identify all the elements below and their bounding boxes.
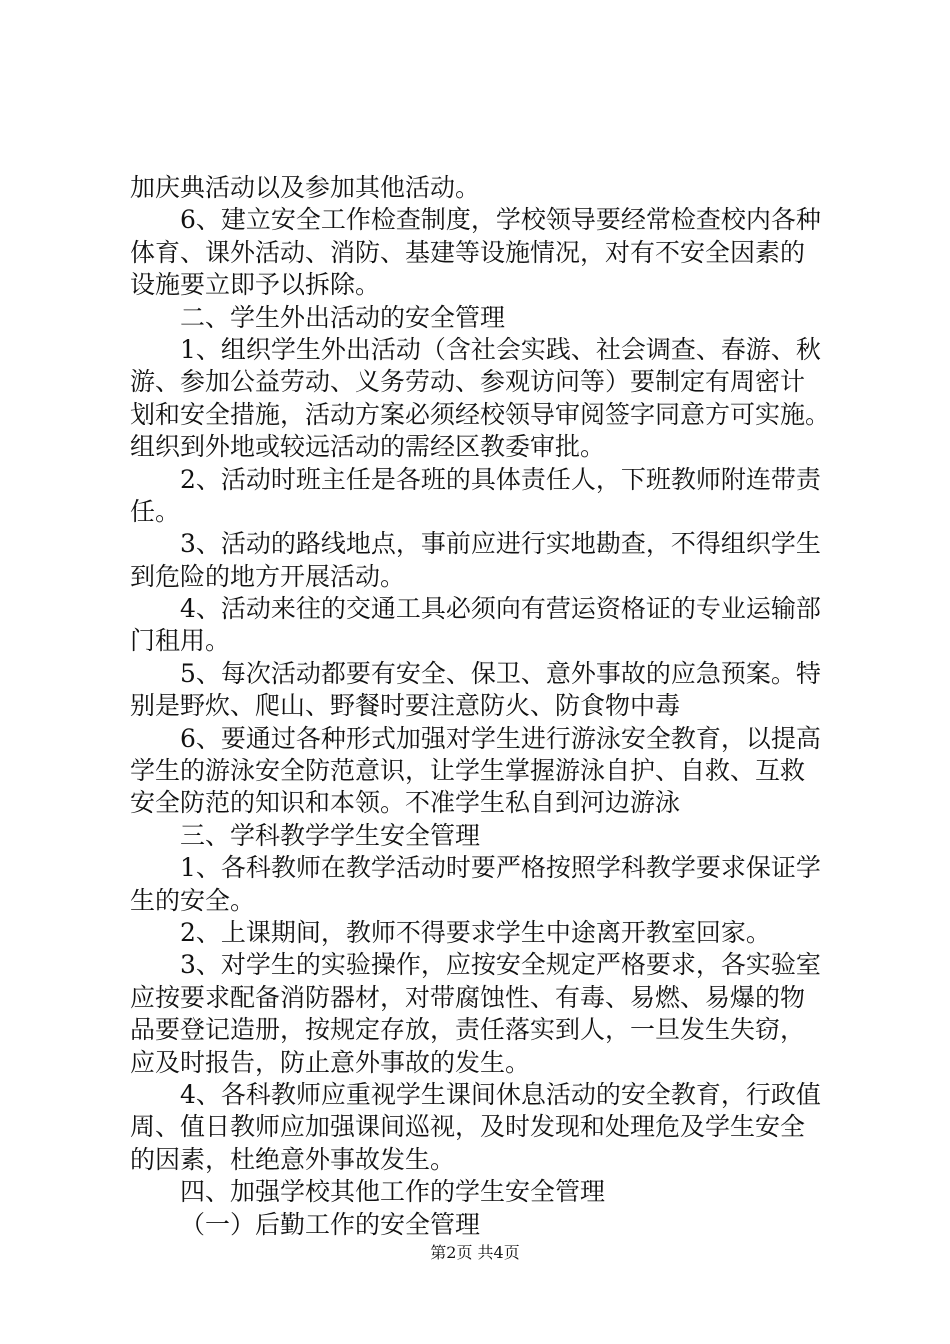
text-line: 加庆典活动以及参加其他活动。 — [130, 173, 481, 202]
subsection-heading: （一）后勤工作的安全管理 — [180, 1209, 481, 1239]
text-line: 6、要通过各种形式加强对学生进行游泳安全教育，以提高 — [180, 723, 821, 753]
section-heading: 三、学科教学学生安全管理 — [180, 820, 481, 850]
text-line: 4、活动来往的交通工具必须向有营运资格证的专业运输部 — [180, 594, 821, 624]
text-line: 别是野炊、爬山、野餐时要注意防火、防食物中毒 — [130, 691, 681, 721]
text-line: 3、对学生的实验操作，应按安全规定严格要求，各实验室 — [180, 950, 821, 980]
text-line: 应及时报告，防止意外事故的发生。 — [130, 1047, 531, 1077]
document-body — [130, 172, 830, 1241]
text-line: 生的安全。 — [130, 885, 256, 915]
text-line: 周、值日教师应加强课间巡视，及时发现和处理危及学生安全 — [130, 1112, 806, 1142]
text-line: 6、建立安全工作检查制度，学校领导要经常检查校内各种 — [180, 205, 821, 235]
text-line: 到危险的地方开展活动。 — [130, 561, 406, 591]
text-line: 2、活动时班主任是各班的具体责任人，下班教师附连带责 — [180, 464, 821, 494]
text-line: 门租用。 — [130, 626, 231, 656]
text-line: 2、上课期间，教师不得要求学生中途离开教室回家。 — [180, 917, 771, 947]
text-line: 3、活动的路线地点，事前应进行实地勘查，不得组织学生 — [180, 529, 821, 559]
section-heading: 二、学生外出活动的安全管理 — [180, 302, 506, 332]
text-line: 学生的游泳安全防范意识，让学生掌握游泳自护、自救、互救 — [130, 756, 806, 786]
text-line: 5、每次活动都要有安全、保卫、意外事故的应急预案。特 — [180, 658, 821, 688]
text-line: 1、各科教师在教学活动时要严格按照学科教学要求保证学 — [180, 853, 821, 883]
text-line: 设施要立即予以拆除。 — [130, 270, 381, 300]
text-line: 划和安全措施，活动方案必须经校领导审阅签字同意方可实施。 — [130, 399, 830, 429]
text-line: 安全防范的知识和本领。不准学生私自到河边游泳 — [130, 788, 681, 818]
text-line: 的因素，杜绝意外事故发生。 — [130, 1144, 456, 1174]
text-line: 游、参加公益劳动、义务劳动、参观访问等）要制定有周密计 — [130, 367, 806, 397]
text-line: 组织到外地或较远活动的需经区教委审批。 — [130, 432, 606, 462]
text-line: 应按要求配备消防器材，对带腐蚀性、有毒、易燃、易爆的物 — [130, 982, 806, 1012]
text-line: 4、各科教师应重视学生课间休息活动的安全教育，行政值 — [180, 1079, 821, 1109]
text-line: 品要登记造册，按规定存放，责任落实到人，一旦发生失窃， — [130, 1015, 806, 1045]
text-line: 任。 — [130, 496, 181, 526]
page-number-footer: 第2页 共4页 — [430, 1243, 520, 1262]
text-line: 体育、课外活动、消防、基建等设施情况，对有不安全因素的 — [130, 237, 806, 267]
section-heading: 四、加强学校其他工作的学生安全管理 — [180, 1177, 606, 1207]
text-line: 1、组织学生外出活动（含社会实践、社会调查、春游、秋 — [180, 334, 821, 364]
